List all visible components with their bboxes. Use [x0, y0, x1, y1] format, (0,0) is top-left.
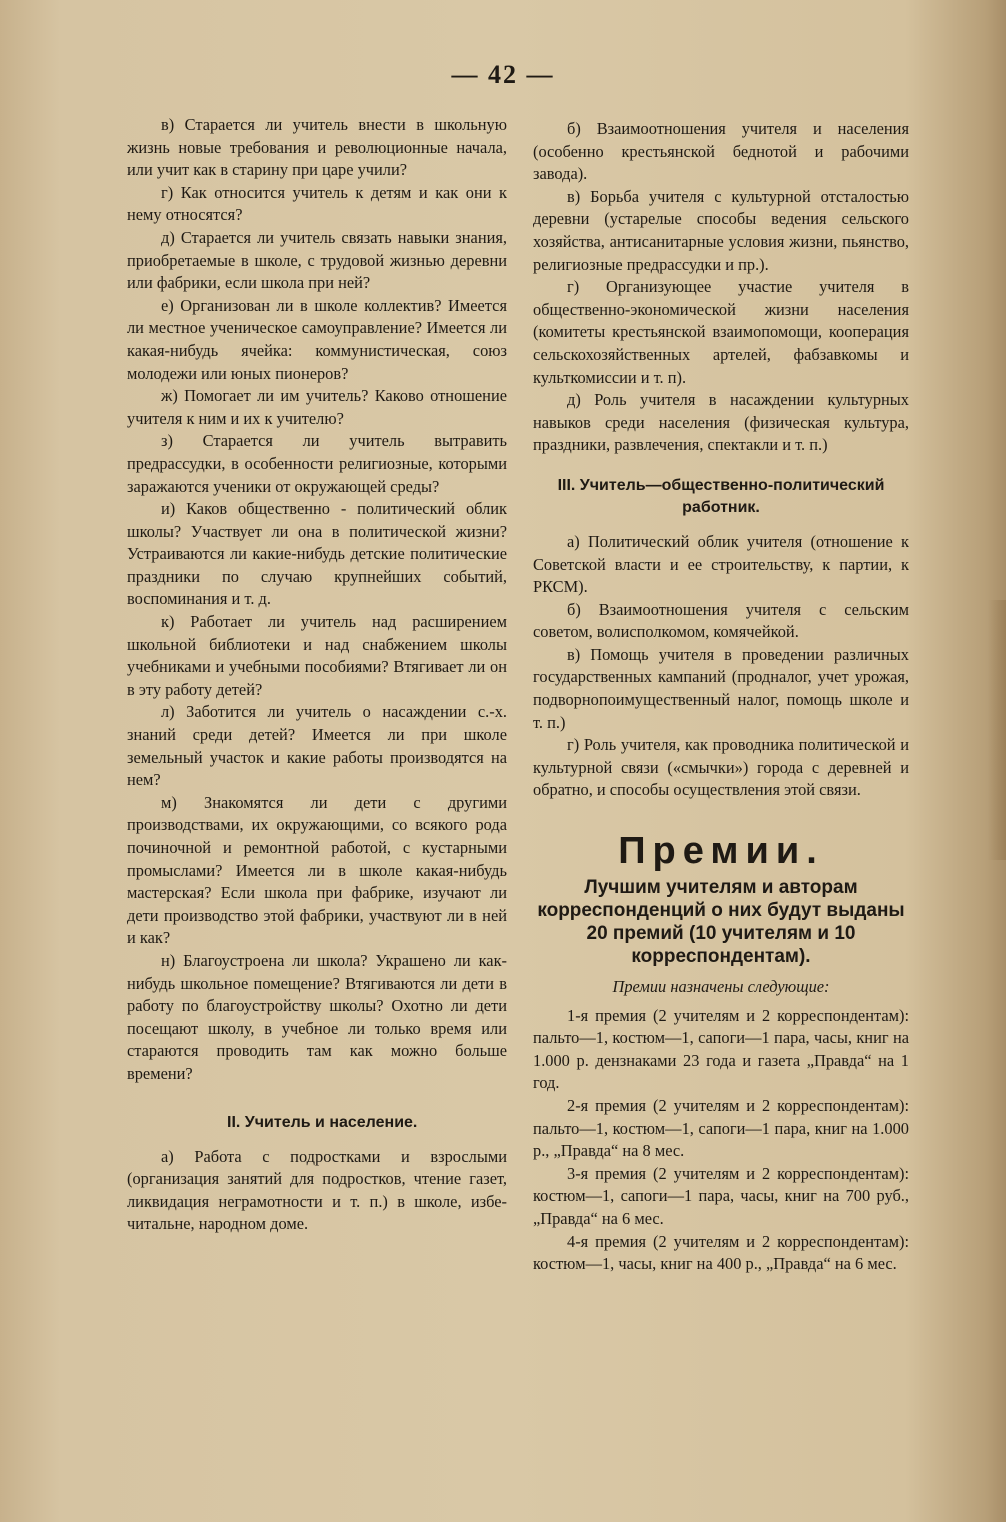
question-l: л) Заботится ли учитель о насаждении с.-х. знаний среди детей? Имеется ли при школе земельный участок и какие работы производятся на нем?	[127, 702, 507, 790]
section-3-item-a: а) Политический облик учителя (отношение к Советской власти и ее строительству, к партии, к РКСМ).	[533, 531, 909, 597]
prize-3: 3-я премия (2 учителям и 2 корреспондентам): костюм—1, сапоги—1 пара, часы, книг на 700 руб., „Правда“ на 6 мес.	[533, 1163, 909, 1228]
section-2-item-g: г) Организующее участие учителя в общественно-экономической жизни населения (комитеты крестьянской взаимопомощи, кооперация сельскохозяйственных артелей, фабзавкомы и культкомиссии и т. п).	[533, 277, 909, 387]
question-e: е) Организован ли в школе коллектив? Имеется ли местное ученическое самоуправление? Имеется ли какая-нибудь ячейка: коммунистическая, союз молодежи или юных пионеров?	[127, 295, 507, 383]
question-z: з) Старается ли учитель вытравить предрассудки, в особенности религиозные, которыми заражаются ученики от окружающей среды?	[127, 431, 507, 496]
question-m: м) Знакомятся ли дети с другими производствами, их окружающими, со всякого рода починочной и ремонтной работой, с кустарными промыслами? Имеется ли в школе какая-нибудь мастерская? Если школа при фабрике, изучают ли дети производство этой фабрики, участвуют ли в ней и как?	[127, 792, 507, 948]
question-d: д) Старается ли учитель связать навыки знания, приобретаемые в школе, с трудовой жизнью деревни или фабрики, если школа при ней?	[127, 227, 507, 293]
prize-2: 2-я премия (2 учителям и 2 корреспондентам): пальто—1, костюм—1, сапоги—1 пара, книг на 1.000 р., „Правда“ на 8 мес.	[533, 1096, 909, 1161]
question-i: и) Каков общественно - политичеcкий облик школы? Участвует ли она в политической жизни? Устраиваются ли какие-нибудь детские политические праздники по случаю крупнейших событий, воспоминания и т. д.	[127, 499, 507, 609]
left-column	[127, 114, 507, 1236]
section-3-item-v: в) Помощь учителя в проведении различных государственных кампаний (продналог, учет урожая, подворнопоимущественный налог, помощь школе и т. п.)	[533, 644, 909, 732]
prizes-title: Премии.	[618, 830, 824, 873]
prizes-subtitle: Лучшим учителям и авторам корреспонденций о них будут выданы 20 премий (10 учителям и 10 корреспондентам).	[537, 877, 905, 968]
section-2-heading: II. Учитель и население.	[227, 1113, 418, 1131]
section-2-item-b: б) Взаимоотношения учителя и населения (особенно крестьянской беднотой и рабочими завода).	[533, 119, 909, 184]
section-2-item-a: а) Работа с подростками и взрослыми (организация занятий для подростков, чтение газет, ликвидация неграмотности и т. п.) в школе, избе-читальне, народном доме.	[127, 1146, 507, 1234]
right-column	[533, 118, 909, 1276]
question-v: в) Старается ли учитель внести в школьную жизнь новые требования и революционные начала, или учит как в старину при царе учили?	[127, 115, 507, 180]
question-n: н) Благоустроена ли школа? Украшено ли как-нибудь школьное помещение? Втягиваются ли дети в работу по благоустройству школы? Охотно ли дети посещают школу, в учебное ли только время или стараются проводить там как можно больше времени?	[127, 950, 507, 1083]
prize-4: 4-я премия (2 учителям и 2 корреспондентам): костюм—1, часы, книг на 400 р., „Правда“ на 6 мес.	[533, 1231, 909, 1274]
section-3-item-b: б) Взаимоотношения учителя с сельским советом, волисполкомом, комячейкой.	[533, 599, 909, 642]
section-2-item-v: в) Борьба учителя с культурной отсталостью деревни (устарелые способы ведения сельского хозяйства, антисанитарные условия жизни, пьянство, религиозные предрассудки и пр.).	[533, 186, 909, 274]
question-g: г) Как относится учитель к детям и как они к нему относятся?	[127, 182, 507, 225]
question-zh: ж) Помогает ли им учитель? Каково отношение учителя к ним и их к учителю?	[127, 386, 507, 428]
section-3-item-g: г) Роль учителя, как проводника политической и культурной связи («смычки») города с деревней и обратно, и способы осуществления этой связи.	[533, 735, 909, 800]
prizes-lead: Премии назначены следующие:	[612, 977, 830, 997]
section-3-heading: III. Учитель—общественно-политический работник.	[557, 476, 885, 516]
section-2-item-d: д) Роль учителя в насаждении культурных навыков среди населения (физическая культура, праздники, развлечения, спектакли и т. п.)	[533, 390, 909, 455]
page-number: — 42 —	[451, 60, 555, 89]
prize-1: 1-я премия (2 учителям и 2 корреспондентам): пальто—1, костюм—1, сапоги—1 пара, часы, книг на 1.000 р. дензнаками 23 года и газета „Правда“ на 1 год.	[533, 1005, 909, 1093]
paper-stain	[988, 600, 1006, 860]
question-k: к) Работает ли учитель над расширением школьной библиотеки и над снабжением школы учебниками и учебными пособиями? Втягивает ли он в эту работу детей?	[127, 612, 507, 699]
